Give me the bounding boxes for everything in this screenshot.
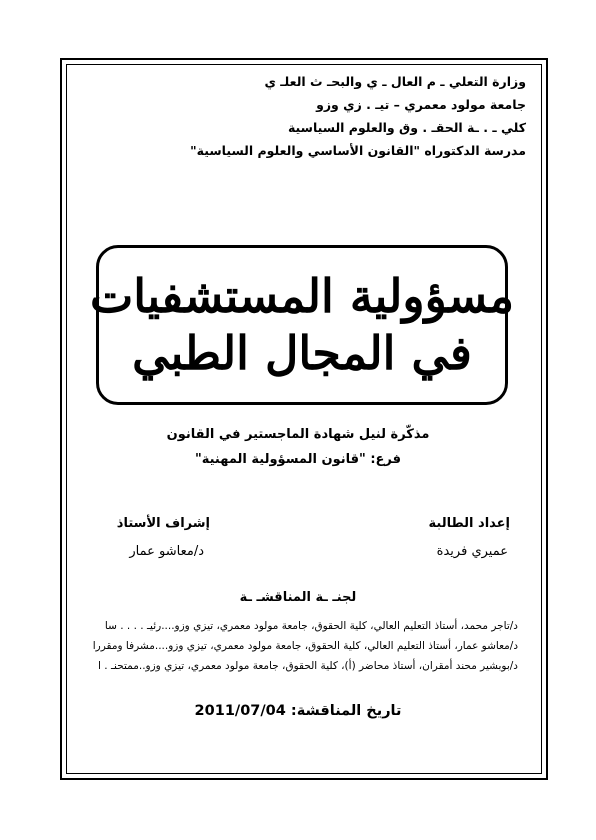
jury-member: د/بوبشير محند أمقران، أستاذ محاضر (أ)، كلية الحقوق، جامعة مولود معمري، تيزي وزو..ممتحنـ . ا	[98, 660, 518, 672]
thesis-title-line-2: في المجال الطبي	[132, 326, 472, 380]
jury-member: د/معاشو عمار، أستاذ التعليم العالي، كلية الحقوق، جامعة مولود معمري، تيزي وزو....مشرفا ومقررا	[92, 640, 518, 652]
defense-date	[0, 703, 596, 719]
branch-statement: فرع: "قانون المسؤولية المهنية"	[194, 452, 402, 467]
jury-title: لجنـ ـة المناقشـ ـة	[239, 590, 357, 605]
ministry-heading: وزارة التعلي ـ م العال ـ ي والبحـ ث العلـ ي	[264, 74, 526, 89]
defense-date-label: تاريخ المناقشة:	[290, 703, 402, 719]
degree-statement: مذكّرة لنيل شهادة الماجستير في القانون	[166, 427, 430, 442]
thesis-title-line-1: مسؤولية المستشفيات	[89, 268, 515, 323]
student-name: عميري فريدة	[436, 544, 508, 559]
supervisor-label: إشراف الأستاذ	[116, 516, 210, 531]
supervisor-name: د/معاشو عمار	[129, 544, 204, 559]
student-label: إعداد الطالبة	[428, 516, 510, 531]
faculty-heading: كلي ـ . ـة الحقـ . وق والعلوم السياسية	[287, 120, 526, 135]
defense-date-value: 2011/07/04	[194, 703, 286, 719]
university-heading: جامعة مولود معمري – تيـ . زي وزو	[316, 97, 526, 112]
thesis-title-box	[89, 245, 515, 405]
jury-member: د/تاجر محمد، أستاذ التعليم العالي، كلية الحقوق، جامعة مولود معمري، تيزي وزو....رئيـ . . . . سا	[104, 620, 518, 632]
doctoral-school-heading: مدرسة الدكتوراه "القانون الأساسي والعلوم السياسية"	[190, 143, 526, 158]
